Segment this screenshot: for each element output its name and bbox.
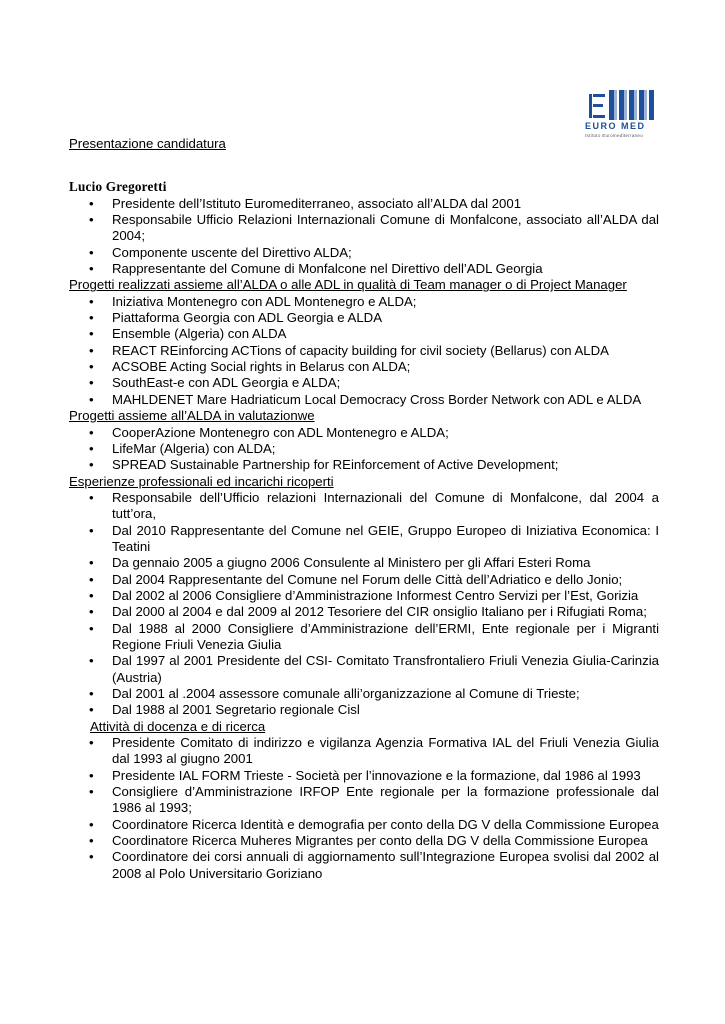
list-item: • Responsabile Ufficio Relazioni Internazionali Comune di Monfalcone, associato all’ALDA dal 2004; bbox=[69, 212, 659, 245]
list-item: • Piattaforma Georgia con ADL Georgia e ALDA bbox=[69, 310, 659, 326]
roles-list bbox=[69, 196, 659, 278]
list-item: • Coordinatore Ricerca Identità e demografia per conto della DG V della Commissione Europea bbox=[69, 817, 659, 833]
list-item: • LifeMar (Algeria) con ALDA; bbox=[69, 441, 659, 457]
list-item: • REACT REinforcing ACTions of capacity building for civil society (Bellarus) con ALDA bbox=[69, 343, 659, 359]
logo-text: EURO MED bbox=[585, 121, 646, 131]
projects-list bbox=[69, 294, 659, 408]
list-item: • Coordinatore Ricerca Muheres Migrantes per conto della DG V della Commissione Europea bbox=[69, 833, 659, 849]
list-item: • Presidente IAL FORM Trieste - Società per l’innovazione e la formazione, dal 1986 al 1993 bbox=[69, 768, 659, 784]
evaluation-heading: Progetti assieme all’ALDA in valutazionwe bbox=[69, 408, 315, 424]
list-item: • Componente uscente del Direttivo ALDA; bbox=[69, 245, 659, 261]
list-item: • Coordinatore dei corsi annuali di aggiornamento sull’Integrazione Europea svolisi dal 2002 al 2008 al Polo Universitario Goriziano bbox=[69, 849, 659, 882]
list-item: • Responsabile dell’Ufficio relazioni Internazionali del Comune di Monfalcone, dal 2004 a tutt’ora, bbox=[69, 490, 659, 523]
list-item: • Presidente Comitato di indirizzo e vigilanza Agenzia Formativa IAL del Friuli Venezia Giulia dal 1993 al giugno 2001 bbox=[69, 735, 659, 768]
experience-list bbox=[69, 490, 659, 719]
list-item: • Dal 1988 al 2001 Segretario regionale Cisl bbox=[69, 702, 659, 718]
list-item: • Dal 2000 al 2004 e dal 2009 al 2012 Tesoriere del CIR onsiglio Italiano per i Rifugiati Roma; bbox=[69, 604, 659, 620]
list-item: • Dal 2002 al 2006 Consigliere d’Amministrazione Informest Centro Servizi per l’Est, Gorizia bbox=[69, 588, 659, 604]
euromed-logo bbox=[583, 88, 675, 142]
list-item: • SouthEast-e con ADL Georgia e ALDA; bbox=[69, 375, 659, 391]
list-item: • MAHLDENET Mare Hadriaticum Local Democracy Cross Border Network con ADL e ALDA bbox=[69, 392, 659, 408]
list-item: • Presidente dell’Istituto Euromediterraneo, associato all’ALDA dal 2001 bbox=[69, 196, 659, 212]
list-item: • SPREAD Sustainable Partnership for REinforcement of Active Development; bbox=[69, 457, 659, 473]
teaching-list bbox=[69, 735, 659, 882]
logo-subtitle: Istituto Euromediterraneo bbox=[585, 133, 644, 138]
page-title: Presentazione candidatura bbox=[69, 136, 226, 151]
document-body bbox=[69, 136, 659, 882]
candidate-name: Lucio Gregoretti bbox=[69, 179, 167, 195]
list-item: • Iniziativa Montenegro con ADL Montenegro e ALDA; bbox=[69, 294, 659, 310]
experience-heading: Esperienze professionali ed incarichi ricoperti bbox=[69, 473, 334, 489]
list-item: • Da gennaio 2005 a giugno 2006 Consulente al Ministero per gli Affari Esteri Roma bbox=[69, 555, 659, 571]
list-item: • Dal 2001 al .2004 assessore comunale alli’organizzazione al Comune di Trieste; bbox=[69, 686, 659, 702]
teaching-heading: Attività di docenza e di ricerca bbox=[90, 718, 266, 734]
euromed-logo-icon bbox=[589, 88, 655, 122]
projects-heading: Progetti realizzati assieme all’ALDA o alle ADL in qualità di Team manager o di Project Manager bbox=[69, 277, 627, 293]
list-item: • Dal 2004 Rappresentante del Comune nel Forum delle Città dell’Adriatico e dello Jonio; bbox=[69, 572, 659, 588]
list-item: • Rappresentante del Comune di Monfalcone nel Direttivo dell’ADL Georgia bbox=[69, 261, 659, 277]
list-item: • ACSOBE Acting Social rights in Belarus con ALDA; bbox=[69, 359, 659, 375]
evaluation-list bbox=[69, 425, 659, 474]
list-item: • CooperAzione Montenegro con ADL Montenegro e ALDA; bbox=[69, 425, 659, 441]
list-item: • Dal 2010 Rappresentante del Comune nel GEIE, Gruppo Europeo di Iniziativa Economica: I Teatini bbox=[69, 523, 659, 556]
list-item: • Dal 1997 al 2001 Presidente del CSI- Comitato Transfrontaliero Friuli Venezia Giulia-Carinzia (Austria) bbox=[69, 653, 659, 686]
list-item: • Consigliere d’Amministrazione IRFOP Ente regionale per la formazione professionale dal 1986 al 1993; bbox=[69, 784, 659, 817]
list-item: • Dal 1988 al 2000 Consigliere d’Amministrazione dell’ERMI, Ente regionale per i Migranti Regione Friuli Venezia Giulia bbox=[69, 621, 659, 654]
list-item: • Ensemble (Algeria) con ALDA bbox=[69, 326, 659, 342]
